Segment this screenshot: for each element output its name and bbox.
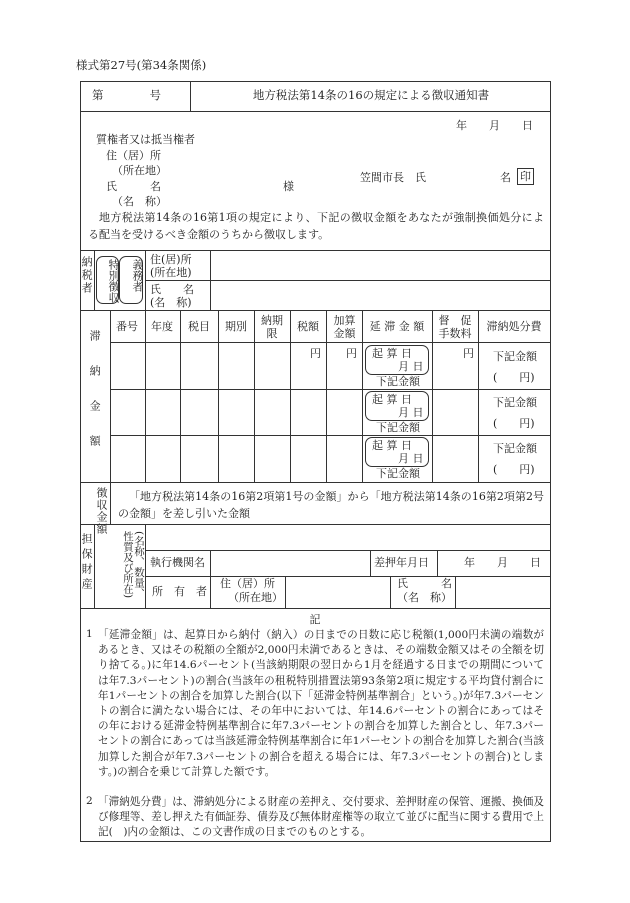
col-additional-amount: 加算金額 [333,314,356,340]
yen-add: 円 [346,347,357,360]
collateral-label: 担保財産 [80,533,94,593]
note-2-number: 2 [86,795,93,807]
col-late-fee: 延 滞 金 額 [369,320,425,333]
col-number: 番号 [116,320,138,333]
owner-address-label: 住（居）所 [220,577,275,590]
taxpayer-address-sub: (所在地) [150,266,192,279]
document-title: 地方税法第14条の16の規定による徴収通知書 [252,88,490,102]
taxpayer-address-label: 住(居)所 [150,253,192,266]
yen-reminder: 円 [463,347,474,360]
owner-name-label: 氏 名 [397,577,452,590]
kakin-3: 下記金額 [376,467,420,480]
delinquent-label: 滞納金額 [88,330,102,470]
shobunhi-1: 下記金額 [493,350,537,363]
intro-text: 地方税法第14条の16第1項の規定により、下記の徴収金額をあなたが強制換価処分によ る配当を受けるべき金額のうちから徴収します。 [88,211,544,241]
owner-label: 所 有 者 [152,585,207,598]
honorific: 様 [283,180,294,193]
shobunhi-yen-1: ( 円) [493,371,535,384]
form-id: 様式第27号(第34条関係) [76,58,207,72]
taxpayer-name-label: 氏 名 [150,283,194,296]
collateral-sub: (名称、数量、性質及び所在) [122,531,145,599]
seizure-date-value: 年 月 日 [464,556,541,569]
owner-address-sub: （所在地） [228,591,283,604]
col-reminder-fee: 督 促手数料 [438,314,472,340]
owner-name-sub: （名 称） [397,591,452,604]
col-tax-amount: 税額 [297,320,319,333]
col-due-date: 納期限 [261,314,283,340]
kakin-2: 下記金額 [376,421,420,434]
taxpayer-label: 納税者 [80,256,94,295]
note-1-text: 「延滞金額」は、起算日から納付（納入）の日までの日数に応じ税額(1,000円未満の端数があるとき、又はその税額の全額が2,000円未満であるときは、その端数金額又はその全額を切り捨てる。)に年14.6パーセント(当該納期限の翌日から1月を経過する日までの期間については年7.3パーセント)の割合(当該年の租税特別措置法第93条第2項に規定する平均貸付割合に年1パーセントの割合を加算した割合(以下「延滞金特例基準割合」という。)が年7.3パーセントの割合に満たない場合には、その年中においては、年14.6パーセントの割合にあってはその年における延滞金特例基準割合に年7.3パーセントの割合を加算した割合とし、年7.3パーセントの割合にあっては当該延滞金特例基準割合に年1パーセントの割合を加算した割合(当該加算した割合が年7.3パーセントの割合を超える場合には、年7.3パーセントの割合)とします。)の割合を乗じて計算した額です。 [98,629,544,778]
addressee-address-sub: （所在地） [112,164,167,177]
taxpayer-name-sub: (名 称) [150,296,192,309]
col-tax-item: 税目 [188,320,210,333]
seal-stamp: 印 [517,168,534,185]
kisan-1: 起 算 日 [372,347,412,360]
col-year: 年度 [151,320,173,333]
collection-text: 「地方税法第14条の16第2項第1号の金額」から「地方税法第14条の16第2項第2号の金額」を差し引いた金額 [118,490,544,520]
shobunhi-3: 下記金額 [493,442,537,455]
agency-label: 執行機関名 [150,556,205,569]
addressee-name-sub: （名 称） [112,195,167,208]
addressee-name-label: 氏 名 [106,180,161,193]
addressee-role: 質権者又は抵当権者 [96,133,195,146]
seizure-date-label: 差押年月日 [374,556,429,569]
kakin-1: 下記金額 [376,375,420,388]
tsukihi-2: 月 日 [398,406,424,419]
tsukihi-3: 月 日 [398,452,424,465]
taxpayer-brace-right-text: 義務者 [131,259,144,292]
sender-name-suffix: 名 [500,171,511,184]
addressee-address-label: 住（居）所 [106,149,161,162]
col-period: 期別 [225,320,247,333]
number-label: 第 号 [92,88,161,102]
notes-heading: 記 [309,613,321,626]
sender-title: 笠間市長 氏 [360,171,426,184]
tsukihi-1: 月 日 [398,360,424,373]
note-1-number: 1 [86,628,93,640]
kisan-2: 起 算 日 [372,393,412,406]
issue-date: 年 月 日 [456,119,533,132]
yen-tax: 円 [310,347,321,360]
kisan-3: 起 算 日 [372,439,412,452]
taxpayer-brace-left-text: 特別徴収 [107,259,120,303]
shobunhi-yen-3: ( 円) [493,463,535,476]
col-disposition-cost: 滞納処分費 [486,320,542,333]
note-2-text: 「滞納処分費」は、滞納処分による財産の差押え、交付要求、差押財産の保管、運搬、換価及び修理等、差し押えた有価証券、債券及び無体財産権等の取立て並びに配当に関する費用で上記( )内の金額は、この文書作成の日までのものとする。 [98,796,544,839]
collection-label: 徴収金額 [95,487,108,535]
shobunhi-yen-2: ( 円) [493,417,535,430]
shobunhi-2: 下記金額 [493,396,537,409]
